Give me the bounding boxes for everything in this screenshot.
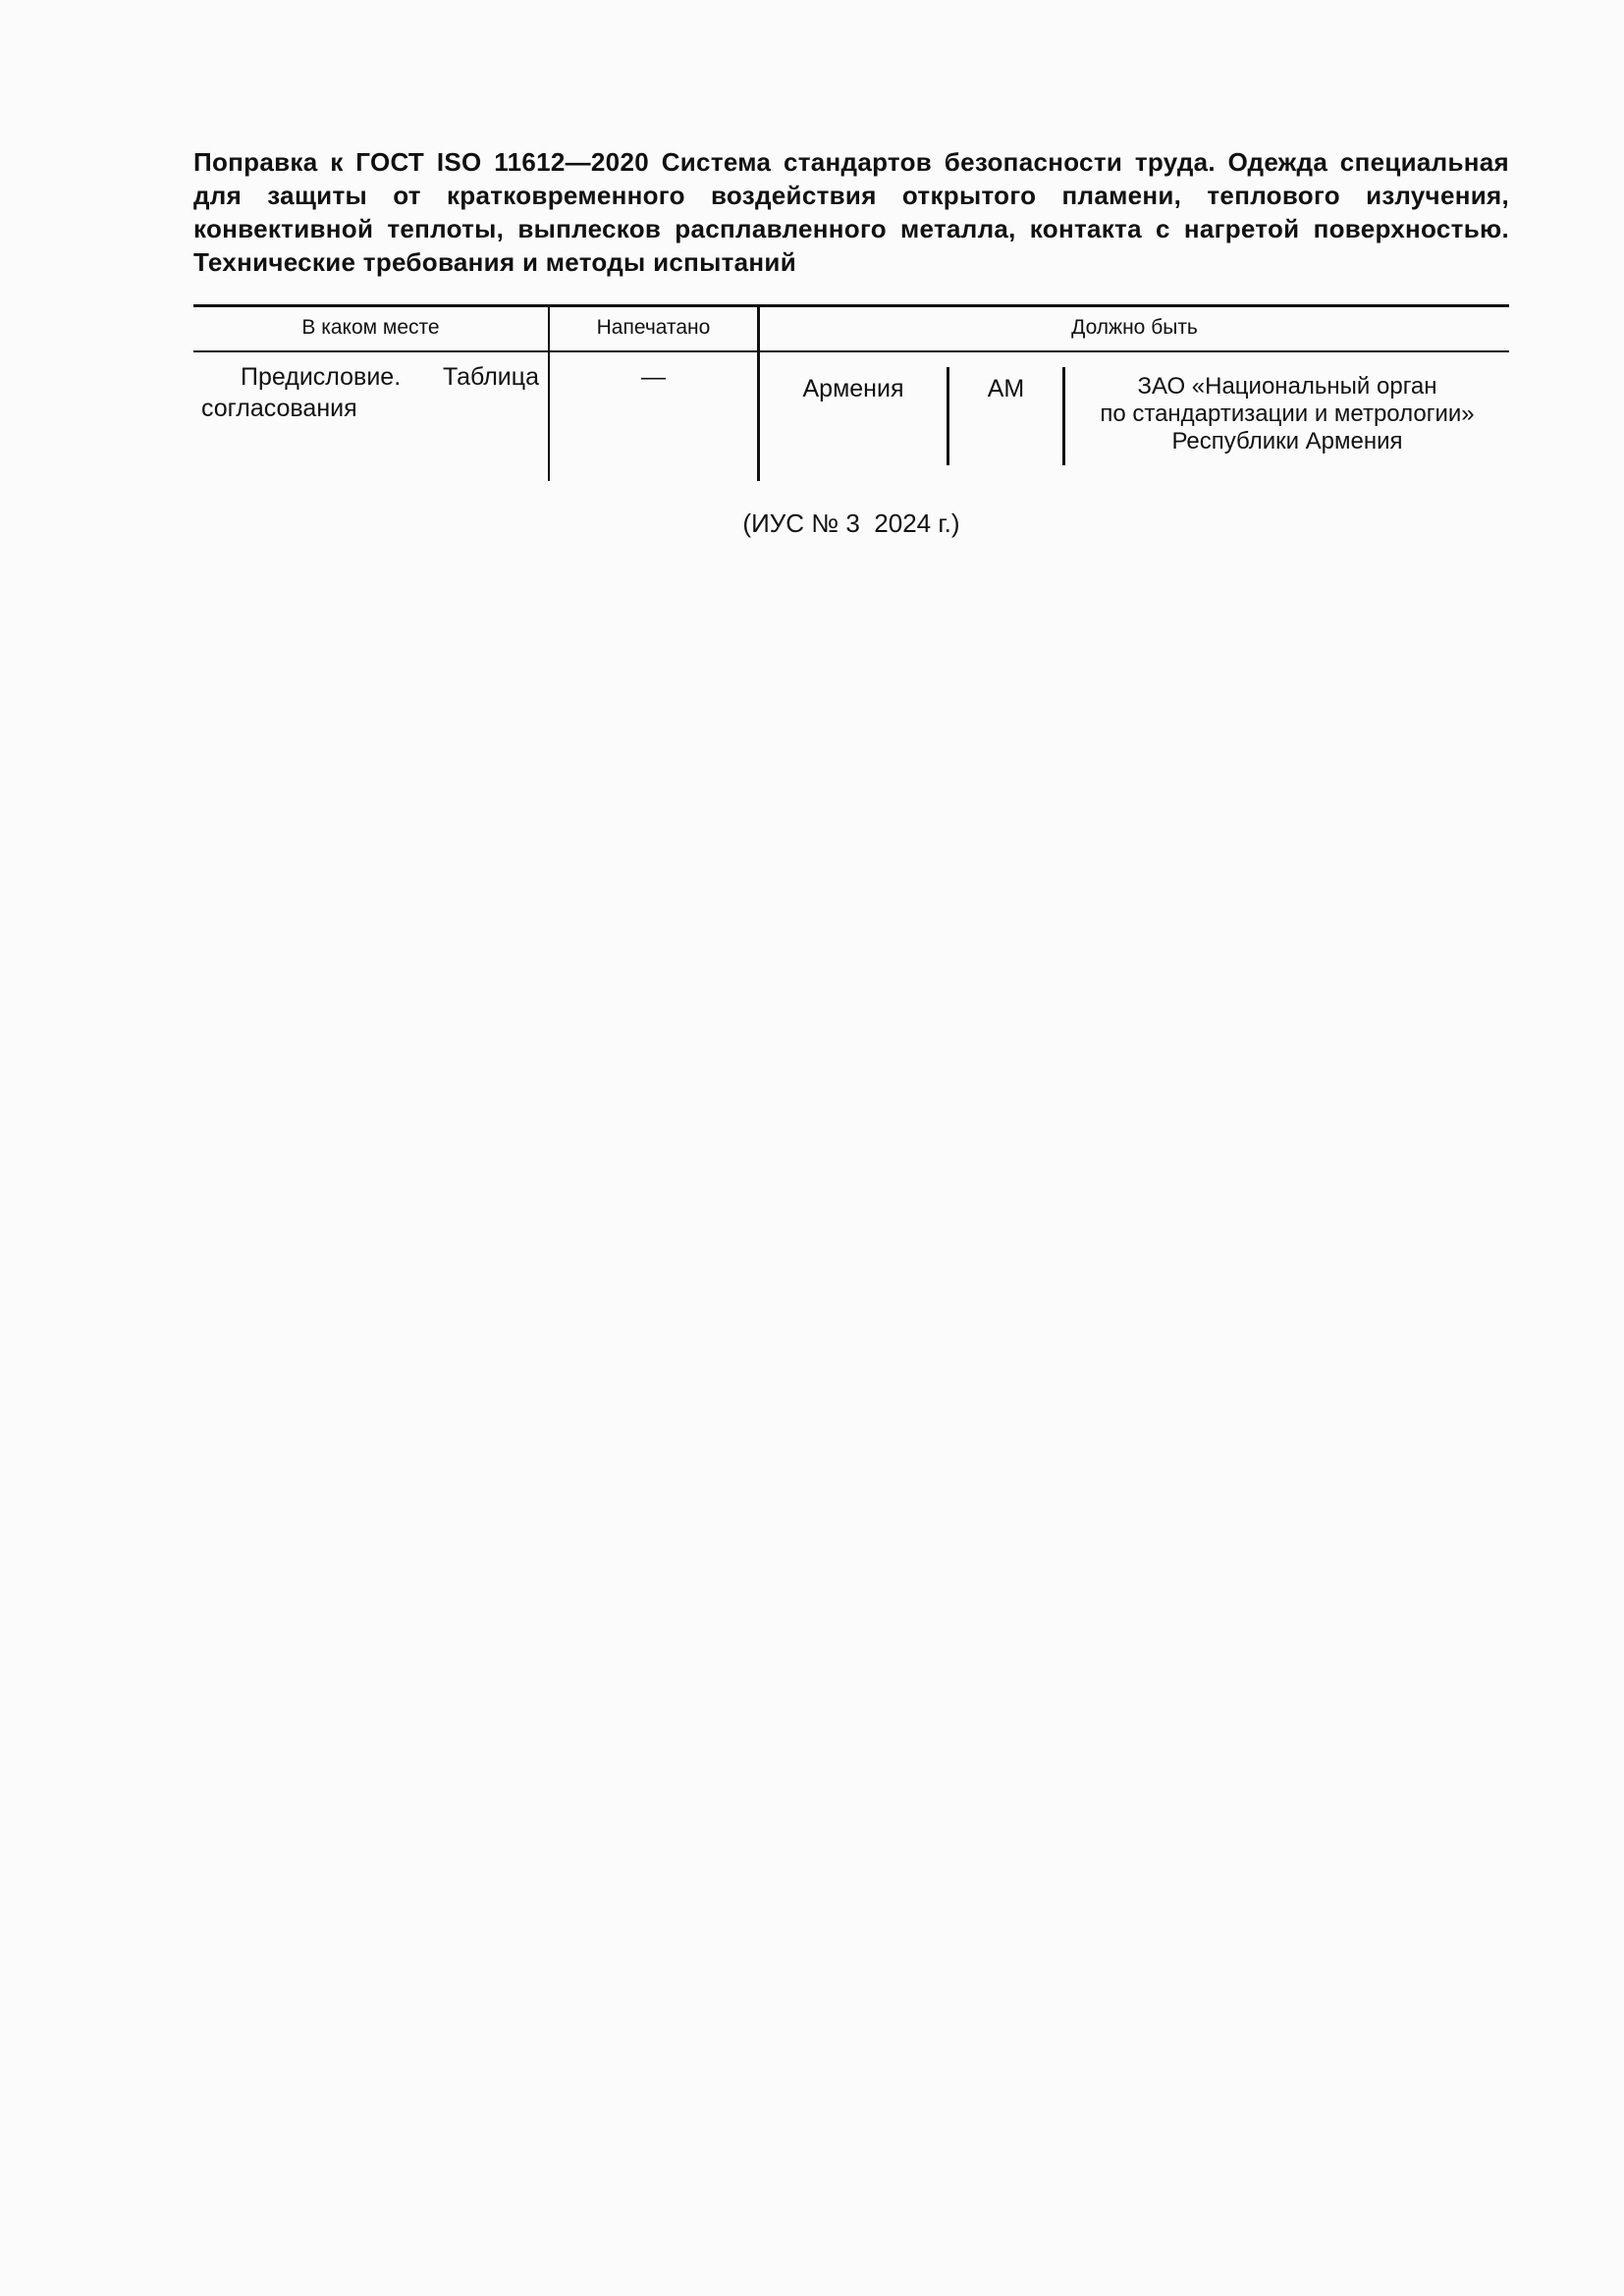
cell-organization bbox=[1065, 373, 1509, 455]
cell-place: Предисловие. Таблица согласования bbox=[201, 363, 539, 422]
organization-line: по стандартизации и метрологии» bbox=[1100, 400, 1475, 427]
correction-table bbox=[193, 304, 1509, 481]
header-place: В каком месте bbox=[301, 316, 440, 339]
publication-reference: (ИУС № 3 2024 г.) bbox=[742, 508, 960, 538]
organization-line: ЗАО «Национальный орган bbox=[1137, 373, 1437, 400]
header-printed: Напечатано bbox=[596, 316, 711, 339]
cell-country-code: AM bbox=[987, 375, 1025, 402]
document-title: Поправка к ГОСТ ISO 11612—2020 Система стандартов безопасности труда. Одежда специальная для защиты от кратковременного воздействия открытого пламени, теплового излучения, конвективной теплоты, выплесков расплавленного металла, контакта с нагретой поверхностью. Технические требования и методы испытаний bbox=[193, 147, 1509, 277]
cell-country: Армения bbox=[802, 375, 904, 402]
table-top-rule bbox=[193, 304, 1509, 307]
table-header-rule bbox=[193, 350, 1509, 352]
organization-line: Республики Армения bbox=[1171, 428, 1403, 454]
header-should-be: Должно быть bbox=[1071, 316, 1198, 339]
cell-printed: — bbox=[641, 363, 666, 391]
